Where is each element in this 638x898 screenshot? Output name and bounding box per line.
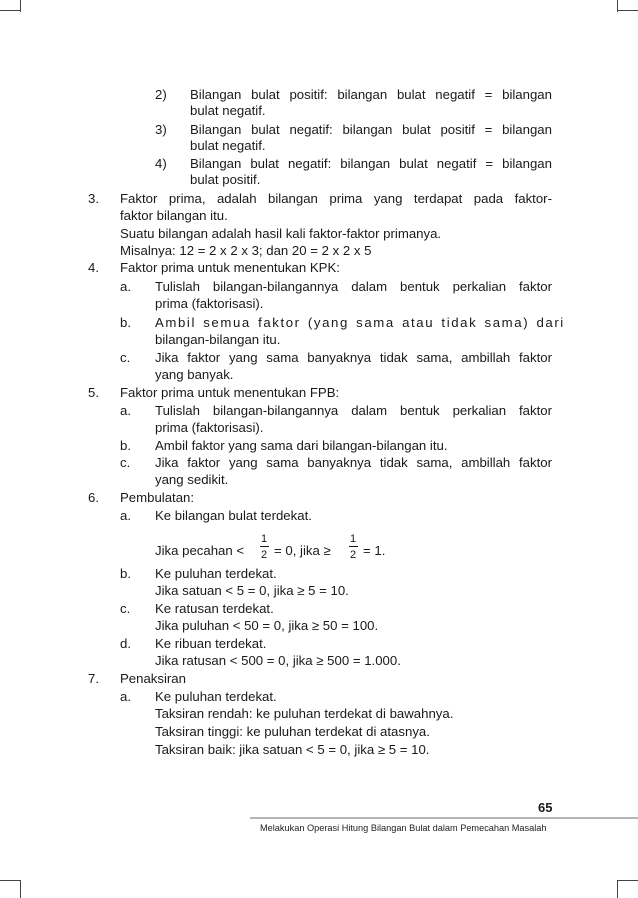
word: dalam [351,279,388,294]
word: perkalian [452,403,507,418]
word: bilangan [502,87,552,102]
formula-text: = 0, jika ≥ [274,543,331,558]
list-number: 4) [155,156,167,171]
word: negatif [435,87,475,102]
word: bilangan [340,156,391,171]
word: bulat [251,87,280,102]
list-number: 3. [88,191,99,206]
list-letter: b. [120,566,131,581]
word: banyaknya [307,350,372,365]
list-text: Jika puluhan < 50 = 0, jika ≥ 50 = 100. [155,618,379,633]
word: tidak [379,455,408,470]
footer-book-title: Melakukan Operasi Hitung Bilangan Bulat dalam Pemecahan Masalah [260,823,547,833]
crop-mark [0,10,20,11]
word: terdapat [413,191,463,206]
word: sama [266,455,299,470]
word: Jika [155,455,179,470]
fraction-numerator: 1 [349,533,357,545]
crop-mark [617,0,618,12]
list-letter: b. [120,315,131,330]
list-text: Taksiran tinggi: ke puluhan terdekat di atasnya. [155,724,430,739]
list-text: Ke puluhan terdekat. [155,689,277,704]
crop-mark [20,880,21,898]
word: Jika [155,350,179,365]
section-title: Penaksiran [120,671,186,686]
word: prima [329,191,363,206]
list-number: 5. [88,385,99,400]
word: bilangan [337,87,388,102]
word: bulat [399,156,428,171]
word: faktor [187,455,221,470]
word: Tulislah [155,403,200,418]
list-text [155,402,552,419]
list-text [120,190,552,207]
word: Bilangan [190,156,242,171]
word: bentuk [400,279,440,294]
word: Bilangan [190,122,242,137]
list-letter: a. [120,403,131,418]
list-text: Taksiran rendah: ke puluhan terdekat di bawahnya. [155,706,454,721]
word: banyaknya [307,455,372,470]
list-text [155,349,552,366]
crop-mark [618,880,638,881]
list-text [190,121,552,138]
list-text: bulat negatif. [190,138,266,153]
word: bentuk [400,403,440,418]
section-title: Pembulatan: [120,490,195,505]
word: prima, [168,191,206,206]
list-text [155,278,552,295]
word: Tulislah [155,279,200,294]
list-text: faktor bilangan itu. [120,208,228,223]
list-text: Ke puluhan terdekat. [155,566,277,581]
fraction-numerator: 1 [260,533,268,545]
word: faktor [187,350,221,365]
word: = [485,156,494,171]
section-title: Faktor prima untuk menentukan KPK: [120,260,340,275]
list-text [190,86,552,103]
list-text [190,155,552,172]
word: = [484,122,493,137]
word: sama, [416,350,453,365]
list-text: bulat negatif. [190,103,266,118]
word: positif: [289,87,328,102]
section-title: Faktor prima untuk menentukan FPB: [120,385,340,400]
formula-text: = 1. [363,543,386,558]
word: dalam [351,403,388,418]
list-letter: c. [120,455,131,470]
fraction-denominator: 2 [349,549,357,561]
list-number: 3) [155,122,167,137]
word: negatif: [287,156,332,171]
word: positif [440,122,475,137]
list-letter: c. [120,350,131,365]
word: bilangan-bilangannya [212,279,339,294]
list-letter: a. [120,508,131,523]
fraction-bar [349,546,358,547]
word: bulat [402,122,431,137]
word: yang [373,191,403,206]
list-text: Misalnya: 12 = 2 x 2 x 3; dan 20 = 2 x 2 x 5 [120,243,372,258]
list-number: 6. [88,490,99,505]
list-text: Ke ratusan terdekat. [155,601,274,616]
page-number: 65 [538,800,553,815]
word: adalah [216,191,257,206]
list-text [155,454,552,471]
fraction-bar [260,546,269,547]
list-text: Ke ribuan terdekat. [155,636,267,651]
word: Faktor [120,191,158,206]
word: bilangan-bilangannya [212,403,339,418]
formula-text: Jika pecahan < [155,543,245,558]
word: bilangan [502,122,552,137]
list-letter: c. [120,601,131,616]
list-text: prima (faktorisasi). [155,296,264,311]
word: faktor [519,455,552,470]
word: bulat [251,122,280,137]
fraction-denominator: 2 [260,549,268,561]
word: ambillah [461,455,511,470]
word: Bilangan [190,87,242,102]
list-text: Ambil semua faktor (yang sama atau tidak sama) dari [155,315,565,330]
list-letter: b. [120,438,131,453]
list-text: Taksiran baik: jika satuan < 5 = 0, jika ≥ 5 = 10. [155,742,430,757]
list-text: bilangan-bilangan itu. [155,332,281,347]
word: = [484,87,493,102]
word: faktor [519,350,552,365]
list-text: Ke bilangan bulat terdekat. [155,508,312,523]
word: bulat [396,87,426,102]
list-text: Ambil faktor yang sama dari bilangan-bilangan itu. [155,438,448,453]
word: sama, [416,455,453,470]
footer-rule [250,817,638,819]
word: sama [266,350,299,365]
list-number: 7. [88,671,99,686]
word: faktor [519,403,552,418]
crop-mark [0,880,20,881]
list-letter: a. [120,689,131,704]
crop-mark [618,10,638,11]
crop-mark [20,0,21,12]
word: negatif: [289,122,333,137]
list-letter: d. [120,636,131,651]
word: perkalian [452,279,507,294]
word: bilangan [502,156,552,171]
word: ambillah [461,350,511,365]
list-number: 4. [88,260,99,275]
list-text: prima (faktorisasi). [155,420,264,435]
list-text: Jika ratusan < 500 = 0, jika ≥ 500 = 1.000. [155,653,401,668]
word: yang [228,350,258,365]
word: bulat [250,156,279,171]
list-text: Jika satuan < 5 = 0, jika ≥ 5 = 10. [155,583,349,598]
list-text: yang banyak. [155,367,234,382]
word: bilangan [268,191,318,206]
word: bilangan [342,122,393,137]
list-text: yang sedikit. [155,472,229,487]
crop-mark [617,880,618,898]
list-text: bulat positif. [190,172,261,187]
word: pada [473,191,504,206]
word: yang [228,455,258,470]
list-number: 2) [155,87,167,102]
list-text: Suatu bilangan adalah hasil kali faktor-faktor primanya. [120,226,442,241]
list-letter: a. [120,279,131,294]
word: tidak [379,350,408,365]
word: faktor [519,279,552,294]
word: faktor- [514,191,552,206]
word: negatif [436,156,477,171]
